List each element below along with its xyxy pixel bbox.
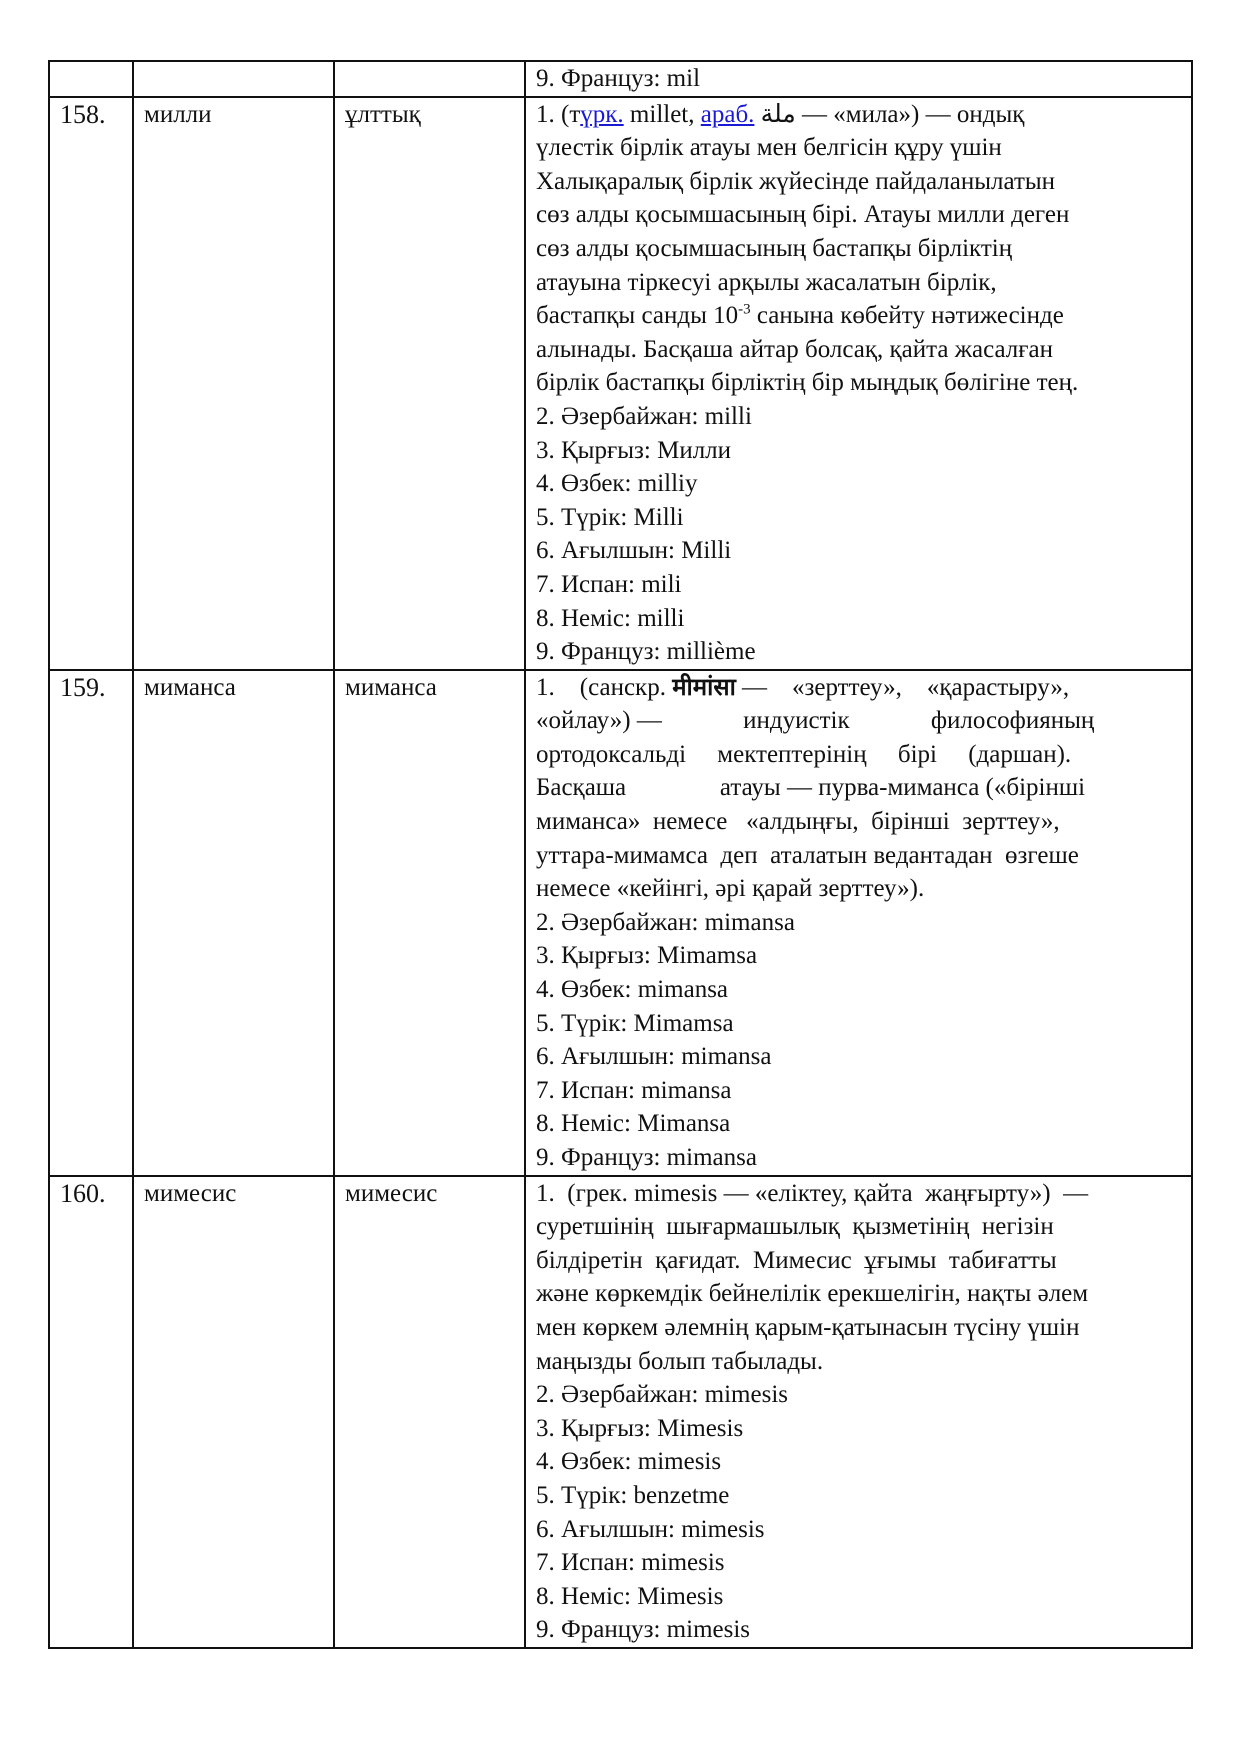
definition-line <box>536 98 1181 132</box>
definition-line: Басқаша атауы — пурва-миманса («бірінші <box>536 774 1086 802</box>
definition-line: алынады. Басқаша айтар болсақ, қайта жасалған <box>536 335 1054 363</box>
definition-line: миманса» немесе «алдыңғы, бірінші зерттеу», <box>536 808 1060 836</box>
table-row <box>49 1176 1192 1648</box>
sanskrit-term: मीमांसा <box>672 672 736 701</box>
definition-text: ملة — «мила») — ондық <box>754 100 1025 128</box>
table-row <box>49 97 1192 670</box>
definition-text: санына көбейту нәтижесінде <box>750 302 1064 330</box>
translation-line: 7. Испан: mimansa <box>536 1076 732 1104</box>
table-row <box>49 61 1192 97</box>
definition-line: сөз алды қосымшасының бірі. Атауы милли деген <box>536 201 1070 229</box>
definition-cell <box>525 61 1192 97</box>
translation-line: 4. Өзбек: mimansa <box>536 976 729 1004</box>
translation-line: 9. Француз: mil <box>536 65 701 92</box>
definition-text: 1. (санскр. <box>536 673 673 701</box>
translation-line: 2. Әзербайжан: mimesis <box>536 1381 789 1409</box>
definition-text: millet, <box>623 100 701 128</box>
term-kazakh: мимесис <box>133 1176 334 1648</box>
translation-line: 8. Неміс: Mimesis <box>536 1582 724 1610</box>
definition-text: 1. (т <box>536 100 581 128</box>
term-equivalent: ұлттық <box>334 97 525 670</box>
entry-number <box>49 61 133 97</box>
definition-line: немесе «кейінгі, әрі қарай зерттеу»). <box>536 875 925 903</box>
definition-cell <box>525 1176 1192 1648</box>
definition-text: бастапқы санды 10 <box>536 302 739 330</box>
entry-number: 158. <box>49 97 133 670</box>
definition-line: маңызды болып табылады. <box>536 1347 824 1375</box>
translation-line: 4. Өзбек: mimesis <box>536 1448 722 1476</box>
term-equivalent <box>334 61 525 97</box>
term-kazakh: милли <box>133 97 334 670</box>
entry-number: 159. <box>49 670 133 1176</box>
definition-line: «ойлау») — индуистік философияның <box>536 707 1095 735</box>
translation-line: 8. Неміс: Mimansa <box>536 1110 731 1138</box>
term-equivalent: миманса <box>334 670 525 1176</box>
translation-line: 7. Испан: mili <box>536 570 682 598</box>
definition-line: Халықаралық бірлік жүйесінде пайдаланылатын <box>536 167 1056 195</box>
definition-text: — «зерттеу», «қарастыру», <box>735 673 1070 701</box>
translation-line: 9. Француз: mimansa <box>536 1144 757 1171</box>
turkish-link[interactable]: үрк. <box>580 100 624 128</box>
translation-line: 5. Түрік: benzetme <box>536 1481 730 1509</box>
definition-line <box>536 299 1181 333</box>
definition-line: мен көркем әлемнің қарым-қатынасын түсіну үшін <box>536 1313 1080 1341</box>
translation-line: 9. Француз: millième <box>536 638 756 666</box>
translation-line: 7. Испан: mimesis <box>536 1549 725 1577</box>
term-kazakh <box>133 61 334 97</box>
translation-line: 6. Ағылшын: Milli <box>536 537 732 565</box>
definition-line: үлестік бірлік атауы мен белгісін құру үшін <box>536 134 1002 162</box>
definition-line: уттара-мимамса деп аталатын ведантадан өзгеше <box>536 841 1079 869</box>
translation-line: 6. Ағылшын: mimesis <box>536 1515 765 1543</box>
term-equivalent: мимесис <box>334 1176 525 1648</box>
arabic-link[interactable]: араб. <box>700 100 755 128</box>
definition-line: білдіретін қағидат. Мимесис ұғымы табиғатты <box>536 1246 1057 1274</box>
exponent: -3 <box>738 301 751 318</box>
translation-line: 4. Өзбек: milliy <box>536 470 698 498</box>
translation-line: 6. Ағылшын: mimansa <box>536 1043 772 1071</box>
translation-line: 3. Қырғыз: Mimamsa <box>536 942 758 970</box>
definition-cell <box>525 97 1192 670</box>
term-kazakh: миманса <box>133 670 334 1176</box>
translation-line: 9. Француз: mimesis <box>536 1616 751 1644</box>
translation-line: 8. Неміс: milli <box>536 604 685 632</box>
translation-line: 5. Түрік: Mimamsa <box>536 1009 734 1037</box>
definition-line: ортодоксальді мектептерінің бірі (даршан). <box>536 740 1072 768</box>
translation-line: 3. Қырғыз: Милли <box>536 436 732 464</box>
definition-line: бірлік бастапқы бірліктің бір мыңдық бөлігіне тең. <box>536 369 1079 397</box>
table-row <box>49 670 1192 1176</box>
definition-line: сөз алды қосымшасының бастапқы бірліктің <box>536 234 1013 262</box>
translation-line: 3. Қырғыз: Mimesis <box>536 1414 744 1442</box>
definition-line: атауына тіркесуі арқылы жасалатын бірлік, <box>536 268 997 296</box>
definition-line: және көркемдік бейнелілік ерекшелігін, нақты әлем <box>536 1280 1089 1308</box>
definition-line: суретшінің шығармашылық қызметінің негізін <box>536 1213 1054 1241</box>
translation-line: 2. Әзербайжан: mimansa <box>536 908 795 936</box>
dictionary-table <box>48 60 1193 1649</box>
definition-line: 1. (грек. mimesis — «еліктеу, қайта жаңғырту») — <box>536 1179 1089 1207</box>
definition-cell <box>525 670 1192 1176</box>
translation-line: 2. Әзербайжан: milli <box>536 402 752 430</box>
definition-line <box>536 671 1181 705</box>
entry-number: 160. <box>49 1176 133 1648</box>
translation-line: 5. Түрік: Milli <box>536 503 684 531</box>
